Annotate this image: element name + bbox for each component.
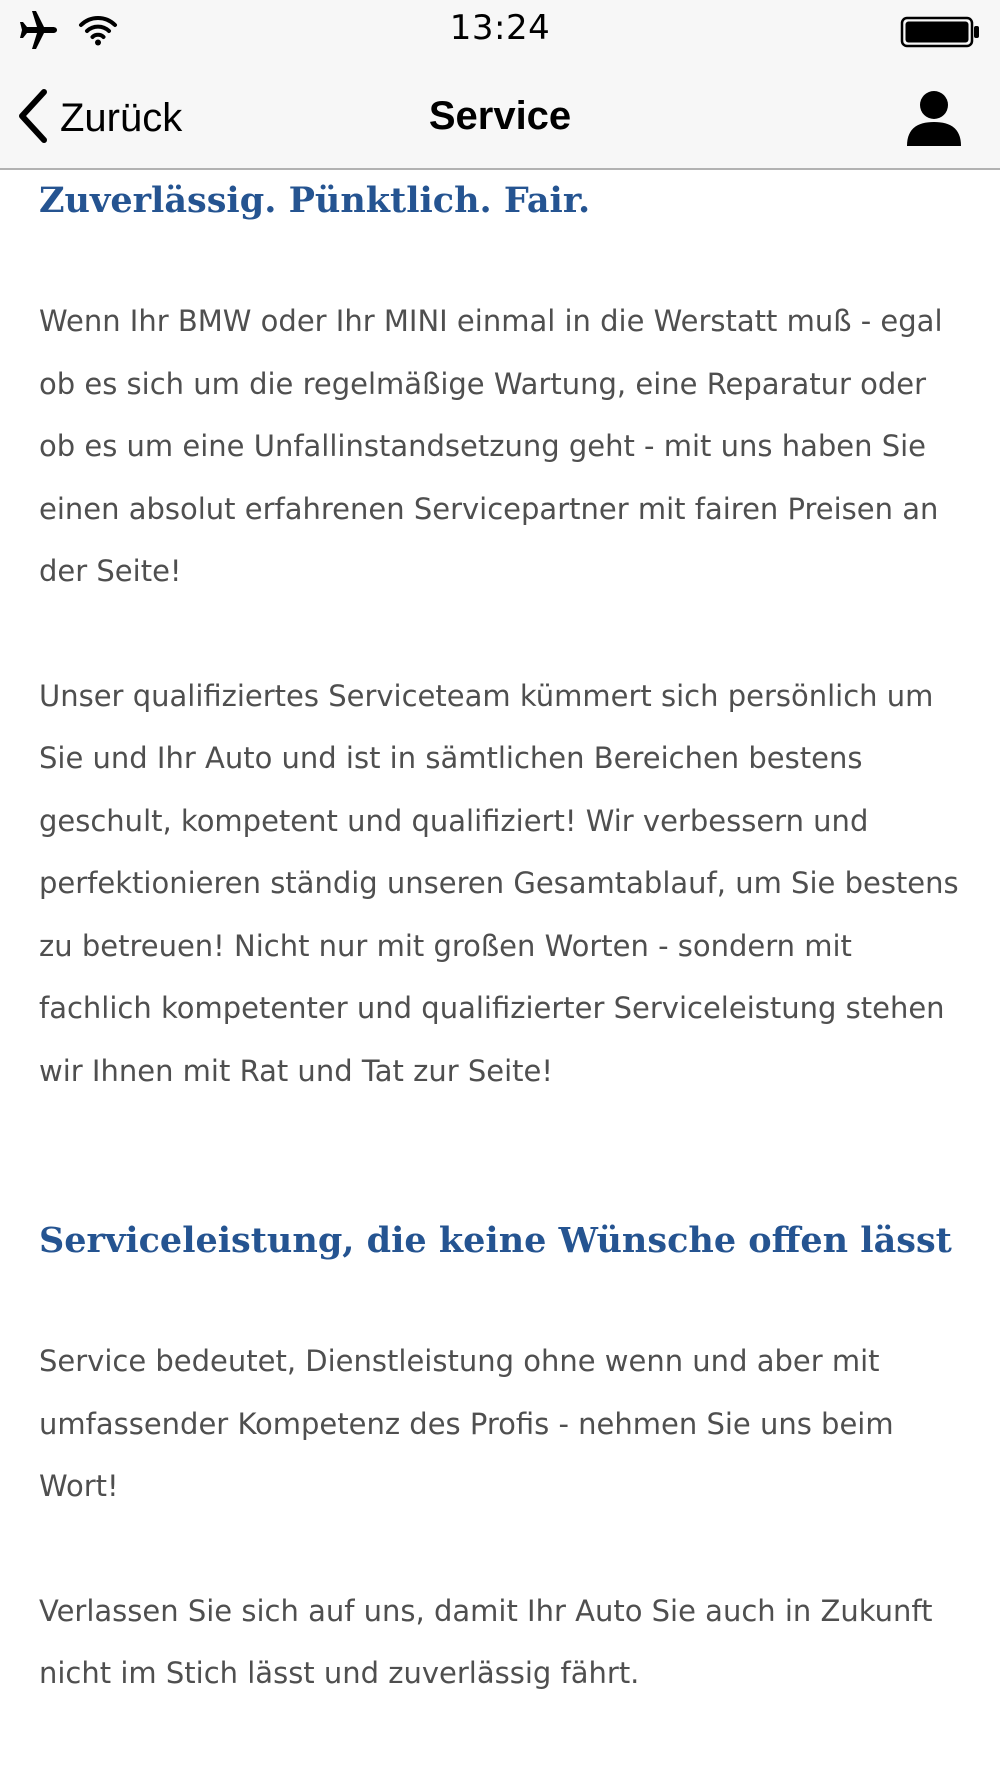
paragraph: Unser qualifiziertes Serviceteam kümmert sich persönlich um Sie und Ihr Auto und ist in sämtlichen Bereichen bestens geschult, kompetent und qualifiziert! Wir verbessern und perfektionieren ständig unseren Gesamtablauf, um Sie bestens zu betreuen! Nicht nur mit großen Worten - sondern mit fachlich kompetenter und qualifizierter Serviceleistung stehen wir Ihnen mit Rat und Tat zur Seite! <box>39 678 959 1088</box>
section-heading: Serviceleistung, die keine Wünsche offen lässt <box>39 1220 952 1261</box>
content-area <box>39 174 969 1705</box>
battery-icon <box>900 14 982 54</box>
section-heading: Zuverlässig. Pünktlich. Fair. <box>39 180 591 221</box>
profile-button[interactable] <box>904 90 964 148</box>
page-title: Service <box>428 94 572 138</box>
paragraph: Wenn Ihr BMW oder Ihr MINI einmal in die Werstatt muß - egal ob es sich um die regelmäßige Wartung, eine Reparatur oder ob es um eine Unfallinstandsetzung geht - mit uns haben Sie einen absolut erfahrenen Servicepartner mit fairen Preisen an der Seite! <box>39 304 943 588</box>
paragraph: Verlassen Sie sich auf uns, damit Ihr Auto Sie auch in Zukunft nicht im Stich lässt und zuverlässig fährt. <box>39 1593 933 1690</box>
paragraph: Service bedeutet, Dienstleistung ohne wenn und aber mit umfassender Kompetenz des Profis - nehmen Sie uns beim Wort! <box>39 1344 894 1503</box>
navigation-bar <box>0 66 1000 170</box>
status-bar <box>0 0 1000 66</box>
person-icon <box>904 133 964 152</box>
status-time: 13:24 <box>449 8 551 48</box>
back-label: Zurück <box>60 95 183 140</box>
